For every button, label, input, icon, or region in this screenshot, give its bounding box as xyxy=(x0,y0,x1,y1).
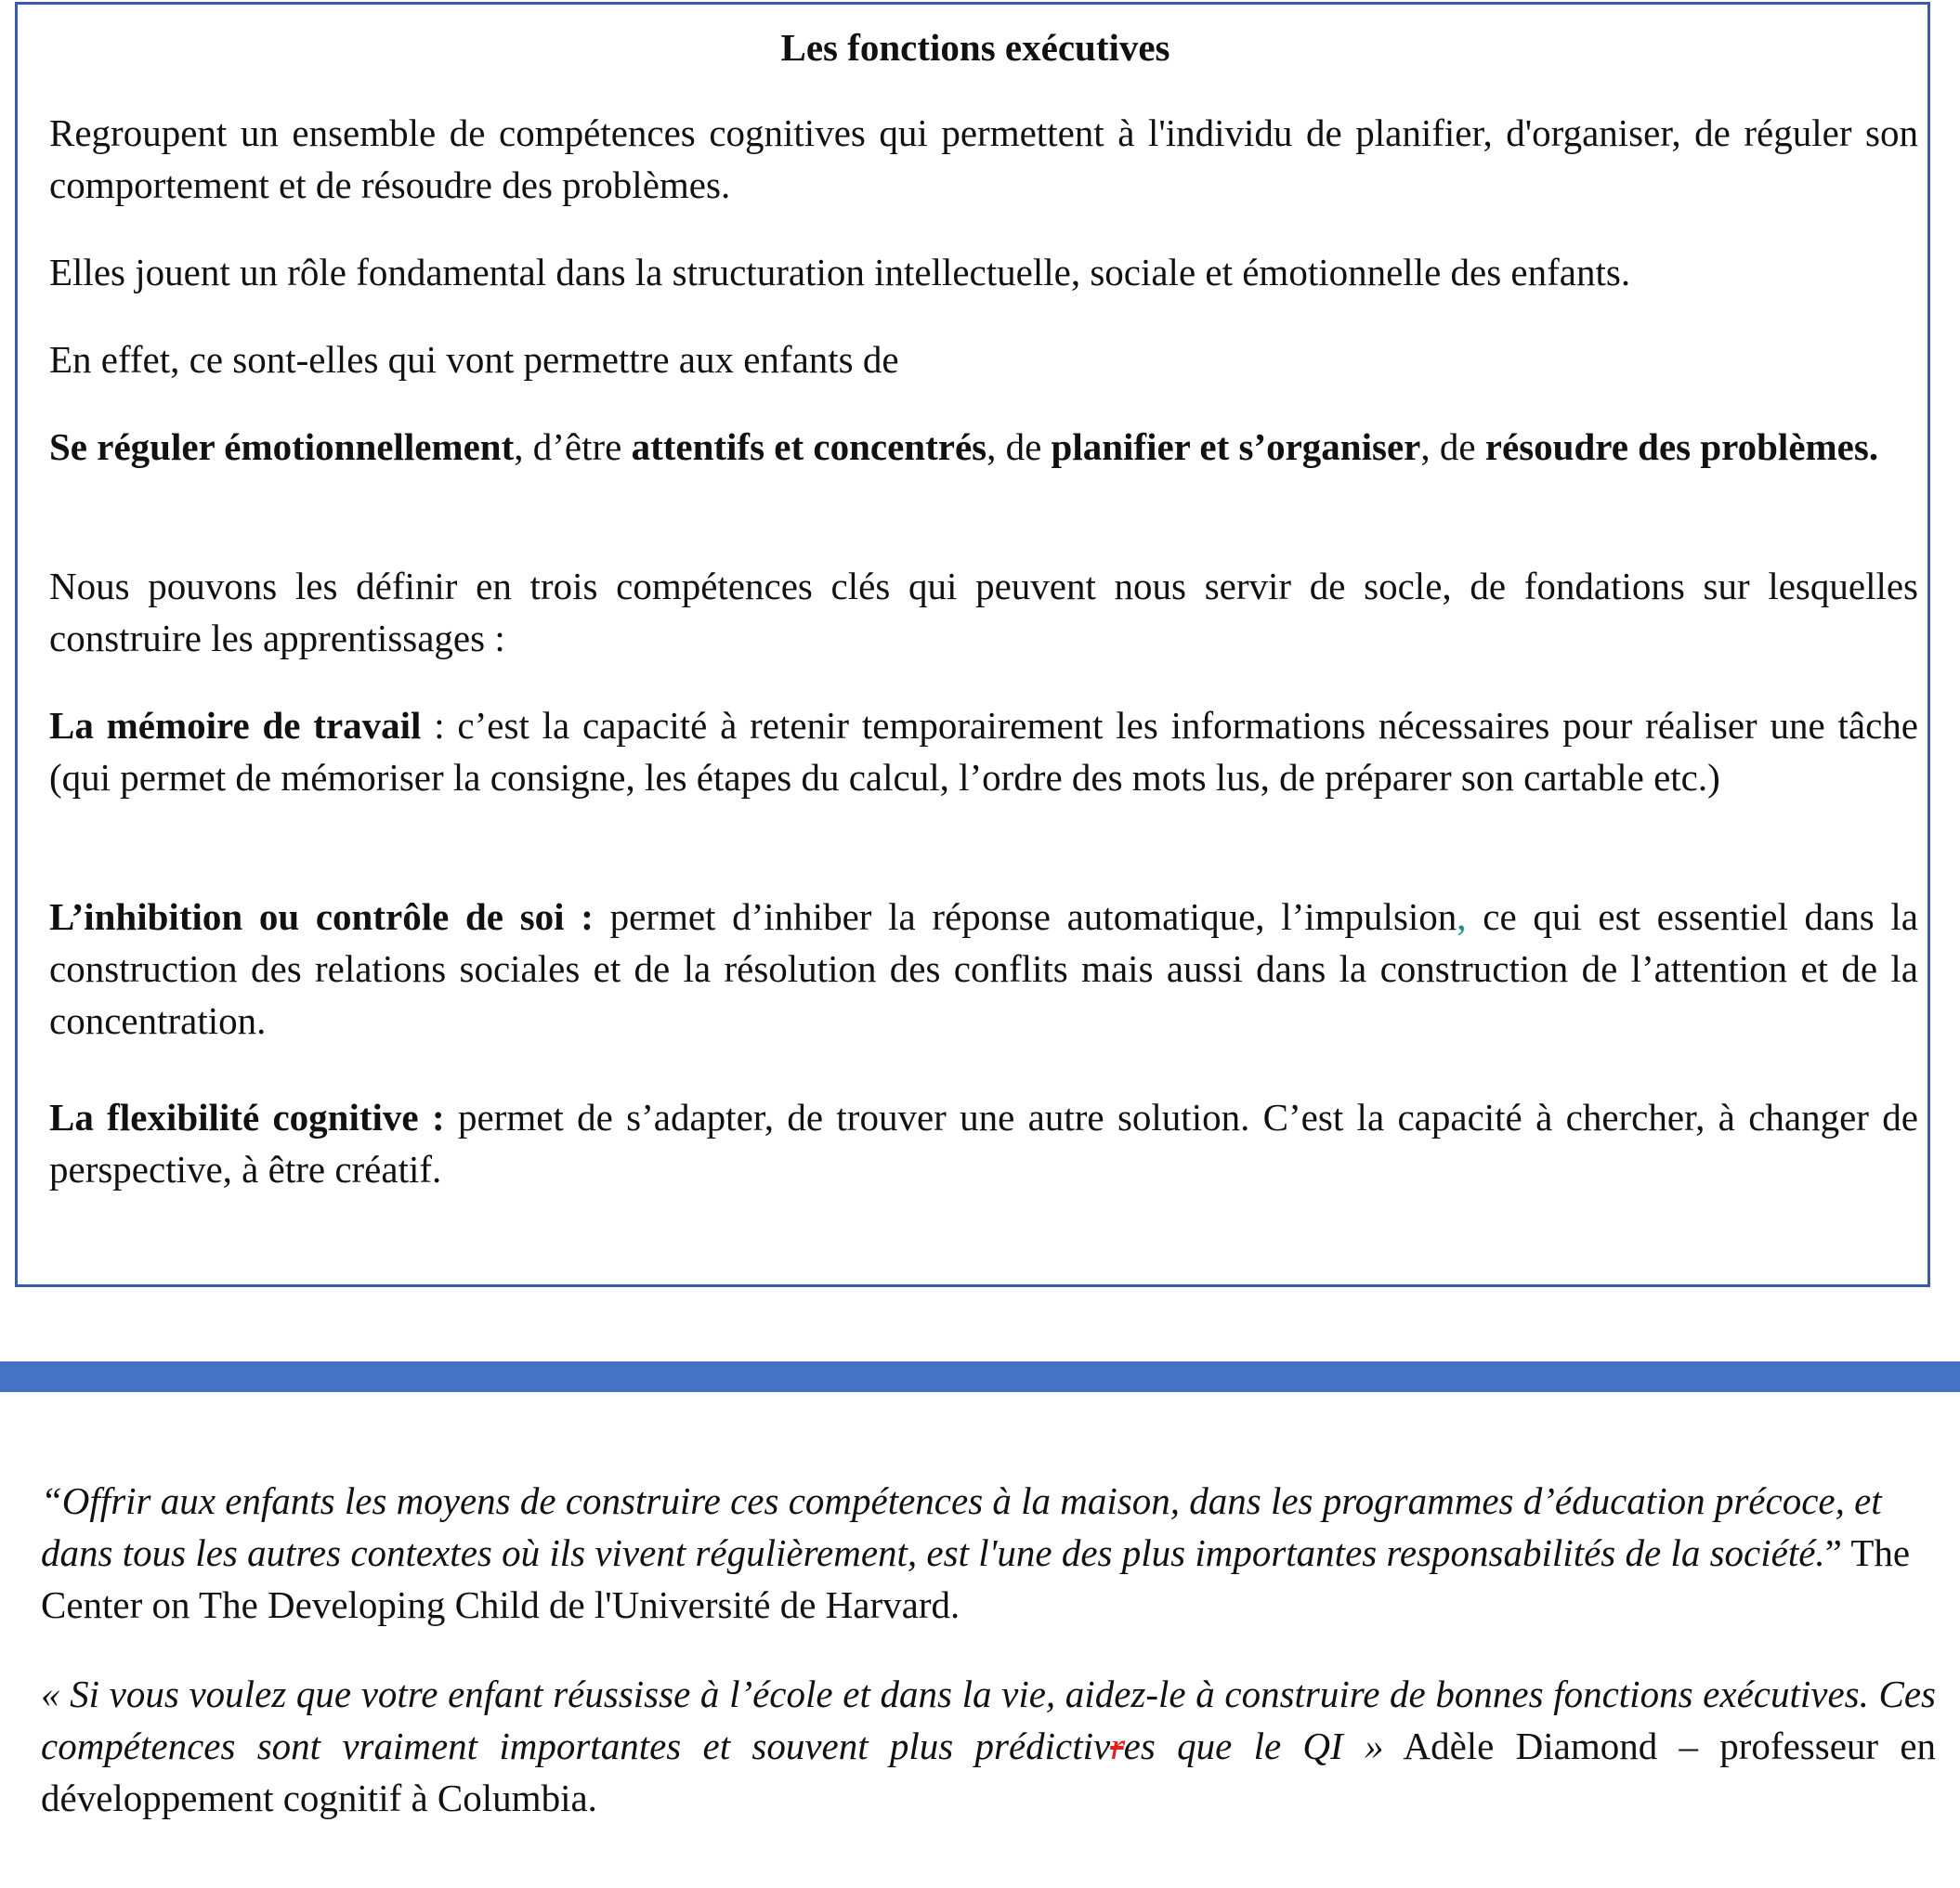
inhibition-term: L’inhibition ou contrôle de soi : xyxy=(49,895,594,938)
flexibilite-term: La flexibilité cognitive : xyxy=(49,1096,445,1139)
inhibition-text-a: permet d’inhiber la réponse automatique, l’impulsion xyxy=(593,895,1457,938)
skill-planning: planifier et s’organiser xyxy=(1051,425,1421,468)
effet-paragraph: En effet, ce sont-elles qui vont permettre aux enfants de xyxy=(49,338,899,381)
memoire-text: : c’est la capacité à retenir temporairement les informations nécessaires pour réaliser une tâche (qui permet de mémoriser la consigne, les étapes du calcul, l’ordre des mots lus, de préparer son cartable etc.) xyxy=(49,704,1918,799)
memoire-paragraph xyxy=(49,699,1918,803)
inhibition-paragraph xyxy=(49,891,1918,1047)
skills-connector-2: , de xyxy=(987,425,1052,468)
skills-paragraph xyxy=(49,421,1918,473)
tracked-comma: , xyxy=(1457,895,1467,938)
diamond-quote-text-b: es que le QI » xyxy=(1123,1725,1384,1767)
definir-paragraph: Nous pouvons les définir en trois compétences clés qui peuvent nous servir de socle, de fondations sur lesquelles construire les apprentissages : xyxy=(49,565,1918,659)
inhibition-text-b: ce qui est essentiel dans la construction des relations sociales et de la résolution des conflits mais aussi dans la construction de l’attention et de la concentration. xyxy=(49,895,1918,1042)
diamond-quote xyxy=(41,1668,1936,1824)
flexibilite-paragraph xyxy=(49,1091,1918,1195)
skill-regulation: Se réguler émotionnellement xyxy=(49,425,515,468)
tracked-deletion: r xyxy=(1110,1725,1124,1767)
diamond-quote-attribution: Adèle Diamond – professeur en développement cognitif à Columbia. xyxy=(41,1725,1937,1819)
skill-problem-solving: résoudre des problèmes. xyxy=(1484,425,1879,468)
role-paragraph: Elles jouent un rôle fondamental dans la structuration intellectuelle, sociale et émotionnelle des enfants. xyxy=(49,251,1631,293)
executive-functions-box xyxy=(15,2,1930,1287)
harvard-quote-attribution: ” The Center on The Developing Child de l'Université de Harvard. xyxy=(41,1531,1911,1626)
harvard-quote xyxy=(41,1475,1927,1631)
skills-connector-3: , de xyxy=(1420,425,1485,468)
harvard-quote-text: “Offrir aux enfants les moyens de construire ces compétences à la maison, dans les programmes d’éducation précoce, et dans tous les autres contextes où ils vivent régulièrement, est l'une des plus importantes responsabilités de la société. xyxy=(41,1479,1882,1574)
flexibilite-text: permet de s’adapter, de trouver une autre solution. C’est la capacité à chercher, à changer de perspective, à être créatif. xyxy=(49,1096,1919,1191)
blue-divider-bar xyxy=(0,1361,1960,1392)
memoire-term: La mémoire de travail xyxy=(49,704,422,747)
box-title: Les fonctions exécutives xyxy=(780,26,1170,69)
skills-connector-1: , d’être xyxy=(514,425,632,468)
intro-paragraph: Regroupent un ensemble de compétences cognitives qui permettent à l'individu de planifier, d'organiser, de réguler son comportement et de résoudre des problèmes. xyxy=(49,111,1918,206)
skill-attention: attentifs et concentrés xyxy=(631,425,987,468)
diamond-quote-text-a: « Si vous voulez que votre enfant réussisse à l’école et dans la vie, aidez-le à construire de bonnes fonctions exécutives. Ces compétences sont vraiment importantes et souvent plus prédictiv xyxy=(41,1673,1936,1767)
